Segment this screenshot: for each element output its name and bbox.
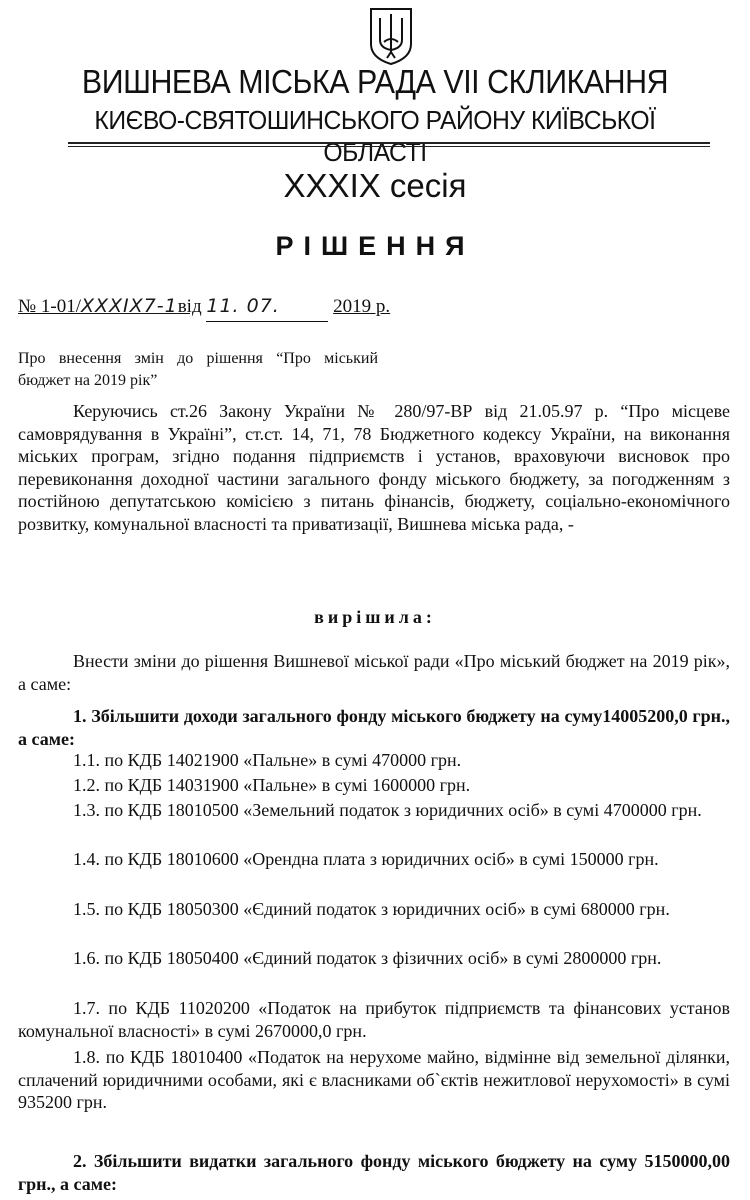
section-1-item: 1.1. по КДБ 14021900 «Пальне» в сумі 470000 грн. (73, 750, 462, 770)
section-1-item: 1.8. по КДБ 18010400 «Податок на нерухоме майно, відмінне від земельної ділянки, сплачений юридичними особами, які є власниками об`єктів нежитлової нерухомості» в сумі 935200 грн. (18, 1047, 730, 1112)
resolved-heading: вирішила: (314, 607, 436, 627)
trident-coat-of-arms-icon (366, 6, 416, 66)
section-1-item: 1.7. по КДБ 11020200 «Податок на прибуток підприємств та фінансових установ комунальної власності» в сумі 2670000,0 грн. (18, 998, 730, 1041)
intro-paragraph: Внести зміни до рішення Вишневої міської ради «Про міський бюджет на 2019 рік», а саме: (18, 651, 730, 694)
handwritten-date: 11. 07. (206, 295, 280, 317)
section-1-item: 1.4. по КДБ 18010600 «Орендна плата з юридичних осіб» в сумі 150000 грн. (73, 849, 659, 869)
date-fill-line (206, 292, 328, 322)
header-rule-thick (68, 142, 710, 144)
number-prefix: № 1-01/ (18, 296, 81, 317)
decision-subject: Про внесення змін до рішення “Про міський бюджет на 2019 рік” (18, 350, 378, 389)
section-1-item: 1.2. по КДБ 14031900 «Пальне» в сумі 1600000 грн. (73, 775, 471, 795)
section-1-item: 1.6. по КДБ 18050400 «Єдиний податок з фізичних осіб» в сумі 2800000 грн. (73, 948, 662, 968)
section-2-heading: 2. Збільшити видатки загального фонду міського бюджету на суму 5150000,00 грн., а саме: (18, 1151, 730, 1194)
section-1-item: 1.5. по КДБ 18050300 «Єдиний податок з юридичних осіб» в сумі 680000 грн. (73, 899, 670, 919)
section-1-heading: 1. Збільшити доходи загального фонду міського бюджету на суму14005200,0 грн., а саме: (18, 706, 730, 749)
council-name: ВИШНЕВА МІСЬКА РАДА VII СКЛИКАННЯ (81, 63, 669, 100)
decision-number (18, 292, 448, 320)
date-from-label: від (177, 296, 202, 317)
session-title: XXXIX сесія (283, 167, 467, 204)
handwritten-number: XXXIX7-1 (80, 295, 178, 317)
district-name: КИЄВО-СВЯТОШИНСЬКОГО РАЙОНУ КИЇВСЬКОЇ ОБЛАСТІ (94, 105, 656, 167)
decision-title: РІШЕННЯ (275, 231, 475, 261)
decision-year: 2019 р. (333, 296, 391, 317)
section-1-item: 1.3. по КДБ 18010500 «Земельний податок з юридичних осіб» в сумі 4700000 грн. (73, 800, 702, 820)
preamble-paragraph: Керуючись ст.26 Закону України № 280/97-ВР від 21.05.97 р. “Про місцеве самоврядування в Україні”, ст.ст. 14, 71, 78 Бюджетного кодексу України, на виконання міських програм, згідно подання підприємств і установ, враховуючи висновок про перевиконання доходної частини загального фонду міського бюджету, за погодженням з постійною депутатською комісією з питань фінансів, бюджету, соціально-економічного розвитку, комунальної власності та приватизації, Вишнева міська рада, - (18, 401, 730, 534)
header-rule-thin (68, 146, 710, 147)
